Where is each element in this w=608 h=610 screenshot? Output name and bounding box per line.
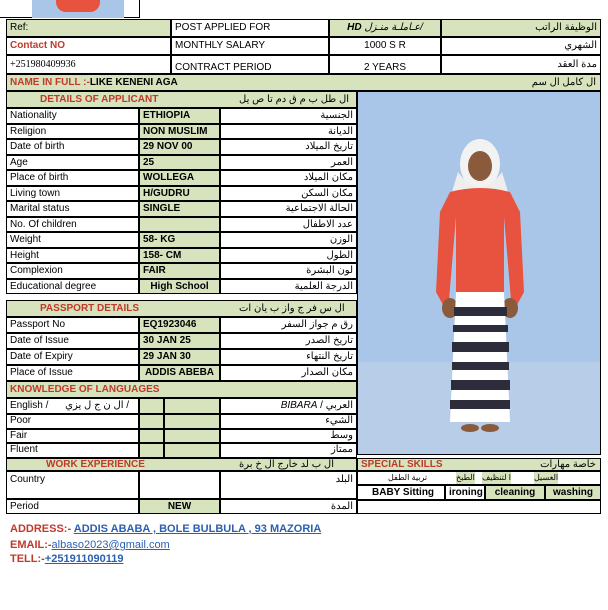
post-value-en: HD: [347, 22, 362, 33]
skill-cleaning: cleaning: [485, 485, 545, 500]
passport-header: PASSPORT DETAILS: [40, 303, 140, 314]
applicant-label: Place of birth: [6, 170, 139, 186]
skill-washing: washing: [545, 485, 601, 500]
language-level-check-ar: [164, 414, 220, 429]
skill-baby-sitting: BABY Sitting: [357, 485, 445, 500]
tell-link[interactable]: +251911090119: [44, 553, 124, 565]
applicant-label: Marital status: [6, 201, 139, 217]
english-label: English /: [10, 400, 49, 411]
applicant-value: NON MUSLIM: [139, 124, 220, 140]
language-level-check-ar: [164, 443, 220, 458]
skills-empty-row: [357, 500, 601, 514]
applicant-ar-label: عدد الاطفال: [220, 217, 357, 233]
passport-ar-label: تاريخ النتهاء: [220, 349, 357, 365]
applicant-label: Living town: [6, 186, 139, 202]
applicant-value: H/GUDRU: [139, 186, 220, 202]
footer-email: [10, 539, 170, 551]
work-header-ar: ال ب لد خارج ال خ برة: [239, 459, 334, 470]
passport-header-row: [6, 300, 357, 317]
applicant-ar-label: الوزن: [220, 232, 357, 248]
applicant-value: High School: [139, 279, 220, 295]
work-header: WORK EXPERIENCE: [46, 459, 145, 470]
applicant-header-ar: ال طل ب م ق دم تا ص يل: [239, 94, 350, 105]
english-level-2: [164, 398, 220, 414]
applicant-ar-label: الجنسية: [220, 108, 357, 124]
contact-phone: +251980409936: [6, 55, 171, 74]
language-level-ar-label: وسط: [220, 429, 357, 444]
name-label: NAME IN FULL :-: [10, 77, 90, 88]
passport-header-ar: ال س فر ج واز ب يان ات: [239, 303, 345, 314]
passport-value: EQ1923046: [139, 317, 220, 333]
post-value-ar: عـاملـة منـزل/: [364, 22, 423, 33]
skills-header-ar: خاصة مهارات: [540, 459, 596, 470]
language-english-row: [6, 398, 139, 414]
contract-label: CONTRACT PERIOD: [171, 55, 329, 74]
work-header-row: [6, 458, 357, 471]
language-level-ar-label: الشيء: [220, 414, 357, 429]
applicant-value: 158- CM: [139, 248, 220, 264]
skill-ar-3: الطبخ: [456, 473, 475, 482]
passport-label: Place of Issue: [6, 365, 139, 381]
work-country-label: Country: [6, 471, 139, 499]
english-level-1: [139, 398, 164, 414]
post-value: [329, 19, 441, 37]
contract-value: 2 YEARS: [329, 55, 441, 74]
name-row: [6, 74, 601, 91]
applicant-value: ETHIOPIA: [139, 108, 220, 124]
language-level-check-en: [139, 414, 164, 429]
applicant-ar-label: الحالة الاجتماعية: [220, 201, 357, 217]
post-ar-label: الوظيفة الراتب: [441, 19, 601, 37]
skills-header: SPECIAL SKILLS: [361, 459, 443, 470]
applicant-ar-label: مكان السكن: [220, 186, 357, 202]
applicant-ar-label: الدرجة العلمية: [220, 279, 357, 295]
skills-header-row: [357, 458, 601, 471]
footer-tell: [10, 553, 123, 565]
applicant-value: FAIR: [139, 263, 220, 279]
languages-header-row: [6, 381, 357, 398]
english-ar-label: ال ن ج ل يزي /: [65, 400, 130, 411]
passport-value: ADDIS ABEBA: [139, 365, 220, 381]
email-label: EMAIL:-: [10, 539, 52, 551]
work-country-value: [139, 471, 220, 499]
passport-value: 29 JAN 30: [139, 349, 220, 365]
languages-header: KNOWLEDGE OF LANGUAGES: [10, 384, 160, 395]
name-value: LIKE KENENI AGA: [89, 77, 178, 88]
passport-label: Date of Expiry: [6, 349, 139, 365]
applicant-label: Age: [6, 155, 139, 171]
work-period-label: Period: [6, 499, 139, 514]
applicant-ar-label: الديانة: [220, 124, 357, 140]
applicant-value: 25: [139, 155, 220, 171]
applicant-value: [139, 217, 220, 233]
ref-label: Ref:: [6, 19, 171, 37]
salary-ar-label: الشهري: [441, 37, 601, 55]
language-level-check-en: [139, 443, 164, 458]
language-level-label: Fair: [6, 429, 139, 444]
person-figure: [358, 92, 601, 455]
passport-ar-label: مكان الصدار: [220, 365, 357, 381]
applicant-value: WOLLEGA: [139, 170, 220, 186]
work-country-ar: البلد: [220, 471, 357, 499]
applicant-label: No. Of children: [6, 217, 139, 233]
applicant-photo: [357, 91, 601, 455]
passport-value: 30 JAN 25: [139, 333, 220, 349]
applicant-label: Date of birth: [6, 139, 139, 155]
salary-label: MONTHLY SALARY: [171, 37, 329, 55]
language-level-check-ar: [164, 429, 220, 444]
applicant-label: Weight: [6, 232, 139, 248]
top-photo-strip: [0, 0, 140, 18]
address-label: ADDRESS:-: [10, 523, 74, 535]
applicant-value: 29 NOV 00: [139, 139, 220, 155]
address-value[interactable]: ADDIS ABABA , BOLE BULBULA , 93 MAZORIA: [73, 523, 322, 535]
applicant-label: Nationality: [6, 108, 139, 124]
passport-label: Passport No: [6, 317, 139, 333]
applicant-header-row: [6, 91, 357, 108]
skill-ironing: ironing: [445, 485, 485, 500]
applicant-value: 58- KG: [139, 232, 220, 248]
language-level-label: Poor: [6, 414, 139, 429]
applicant-header: DETAILS OF APPLICANT: [40, 94, 159, 105]
skill-ar-1: الغسيل: [534, 473, 559, 482]
email-link[interactable]: albaso2023@gmail.com: [51, 539, 170, 551]
applicant-value: SINGLE: [139, 201, 220, 217]
applicant-label: Religion: [6, 124, 139, 140]
applicant-ar-label: العمر: [220, 155, 357, 171]
passport-label: Date of Issue: [6, 333, 139, 349]
work-period-ar: المدة: [220, 499, 357, 514]
work-period-value: NEW: [139, 499, 220, 514]
applicant-ar-label: الطول: [220, 248, 357, 264]
passport-ar-label: رق م جواز السفر: [220, 317, 357, 333]
language-level-label: Fluent: [6, 443, 139, 458]
language-arabic-row: [220, 398, 357, 414]
language-level-check-en: [139, 429, 164, 444]
contact-label: Contact NO: [6, 37, 171, 55]
arabic-en-label: BIBARA: [280, 400, 318, 411]
applicant-ar-label: لون البشرة: [220, 263, 357, 279]
footer-address: [10, 523, 321, 535]
applicant-ar-label: مكان الميلاد: [220, 170, 357, 186]
name-ar: ال كامل ال سم: [531, 77, 596, 88]
applicant-label: Height: [6, 248, 139, 264]
tell-label: TELL:-: [10, 553, 45, 565]
skill-ar-2: ا لتنظيف: [482, 473, 511, 482]
language-level-ar-label: ممتاز: [220, 443, 357, 458]
arabic-ar-label: العربي /: [320, 400, 353, 411]
contract-ar-label: مدة العقد: [441, 55, 601, 74]
applicant-label: Complexion: [6, 263, 139, 279]
applicant-label: Educational degree: [6, 279, 139, 295]
post-label: POST APPLIED FOR: [171, 19, 329, 37]
skills-ar-row: [357, 471, 601, 485]
passport-ar-label: تاريخ الصدر: [220, 333, 357, 349]
salary-value: 1000 S R: [329, 37, 441, 55]
applicant-ar-label: تاريخ الميلاد: [220, 139, 357, 155]
skill-ar-4: تربية الطفل: [388, 473, 428, 482]
